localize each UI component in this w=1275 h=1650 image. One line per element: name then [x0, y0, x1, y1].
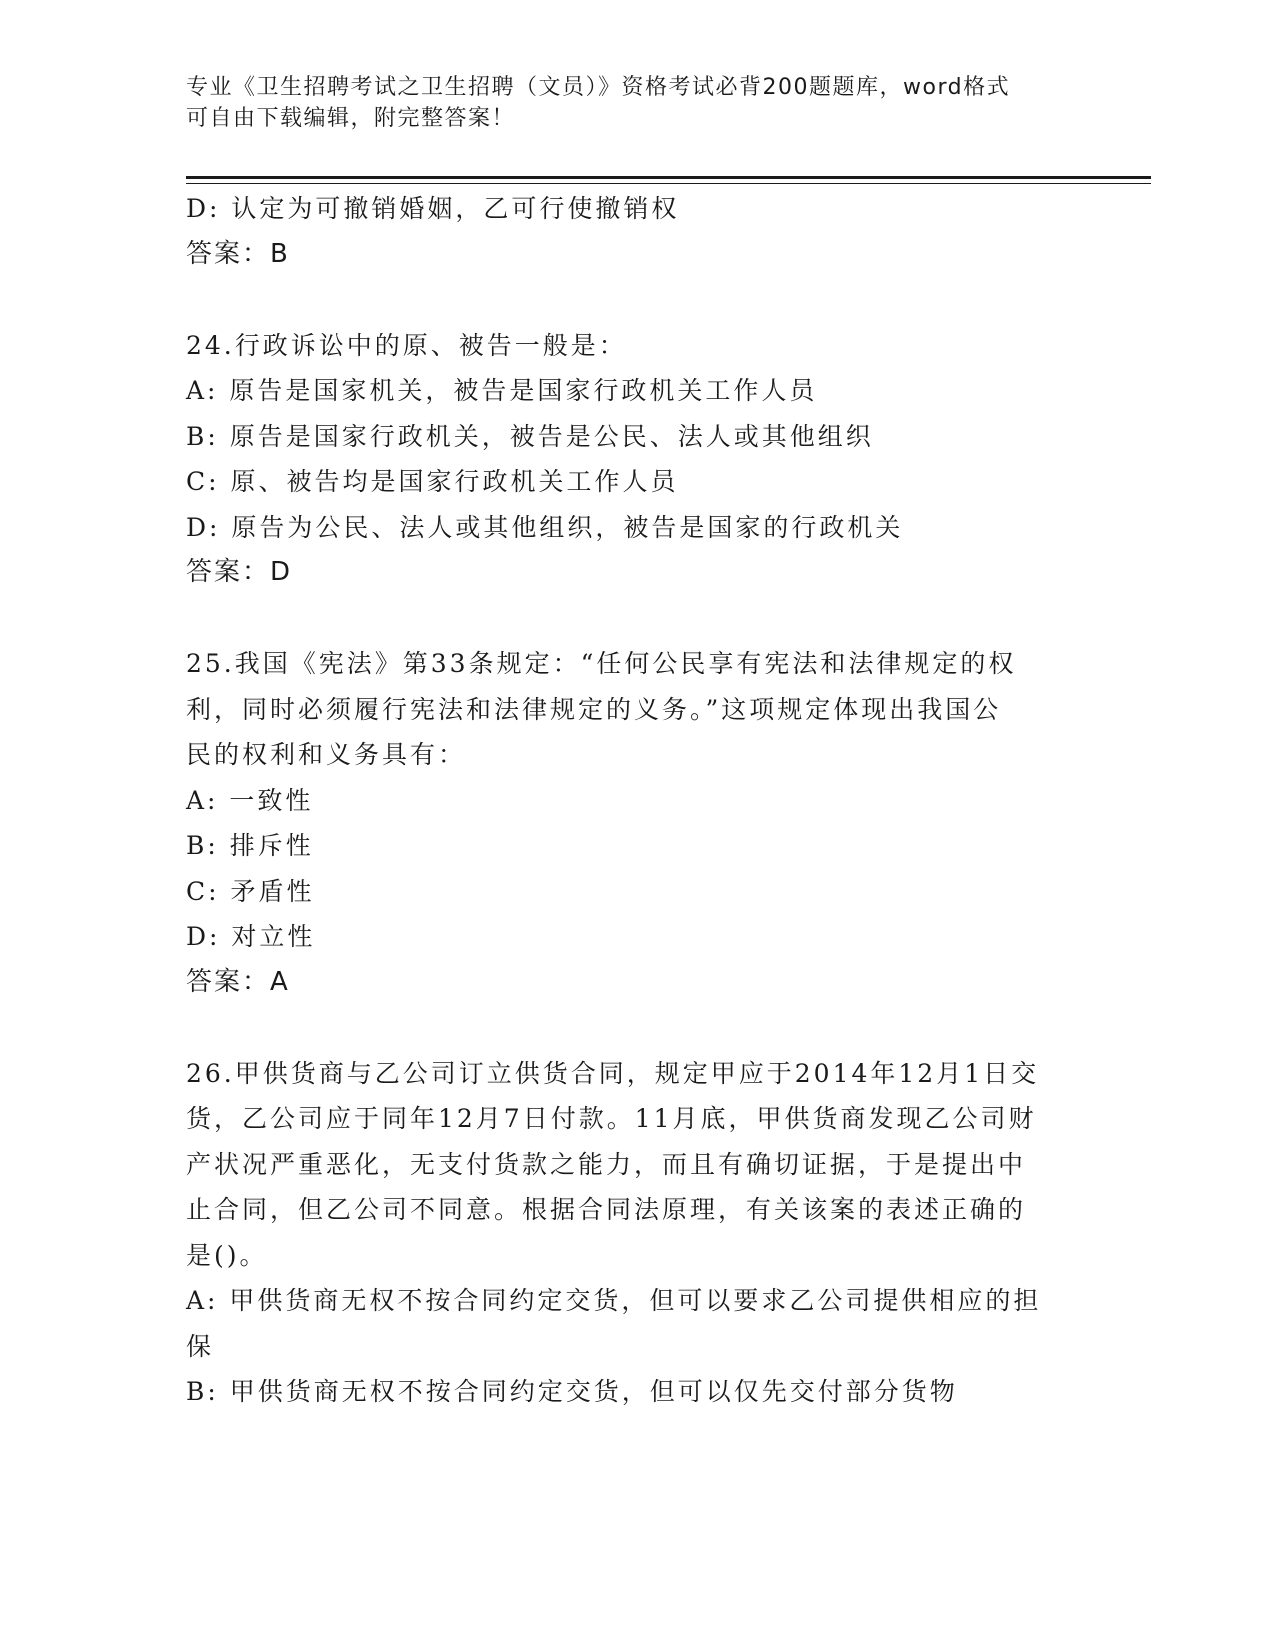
- header-rule-thin: [186, 183, 1151, 184]
- question-24: [186, 323, 1076, 596]
- question-26-stem-line-5: 是()。: [186, 1240, 268, 1270]
- question-24-option-a: A: 原告是国家机关，被告是国家行政机关工作人员: [186, 376, 818, 405]
- question-26-option-b: B: 甲供货商无权不按合同约定交货，但可以仅先交付部分货物: [186, 1377, 958, 1406]
- question-23-tail: [186, 186, 1076, 277]
- question-24-option-d: D: 原告为公民、法人或其他组织，被告是国家的行政机关: [186, 512, 904, 542]
- question-25: [186, 641, 1076, 1005]
- question-25-stem-line-3: 民的权利和义务具有：: [186, 740, 467, 769]
- question-24-answer: 答案：D: [186, 557, 293, 587]
- question-25-stem-line-2: 利，同时必须履行宪法和法律规定的义务。”这项规定体现出我国公: [186, 694, 1002, 724]
- question-26-option-a-line-2: 保: [186, 1331, 215, 1361]
- question-25-option-c: C: 矛盾性: [186, 876, 315, 906]
- question-23-option-d: D: 认定为可撤销婚姻，乙可行使撤销权: [186, 194, 680, 223]
- question-24-stem: 24.行政诉讼中的原、被告一般是：: [186, 330, 627, 360]
- spacer: [186, 1005, 1076, 1051]
- question-24-option-b: B: 原告是国家行政机关，被告是公民、法人或其他组织: [186, 421, 874, 451]
- question-25-option-b: B: 排斥性: [186, 831, 314, 860]
- question-25-stem-line-1: 25.我国《宪法》第33条规定：“任何公民享有宪法和法律规定的权: [186, 649, 1017, 678]
- header-rule-thick: [186, 176, 1151, 179]
- question-24-option-c: C: 原、被告均是国家行政机关工作人员: [186, 467, 679, 496]
- question-26: [186, 1051, 1076, 1415]
- question-23-answer: 答案：B: [186, 238, 290, 269]
- spacer: [186, 277, 1076, 323]
- question-26-option-a-line-1: A: 甲供货商无权不按合同约定交货，但可以要求乙公司提供相应的担: [186, 1286, 1042, 1315]
- question-26-stem-line-4: 止合同，但乙公司不同意。根据合同法原理，有关该案的表述正确的: [186, 1195, 1027, 1224]
- question-26-stem-line-3: 产状况严重恶化，无支付货款之能力，而且有确切证据，于是提出中: [186, 1149, 1027, 1179]
- question-26-stem-line-1: 26.甲供货商与乙公司订立供货合同，规定甲应于2014年12月1日交: [186, 1058, 1040, 1088]
- header-title-line-2: 可自由下载编辑，附完整答案！: [186, 106, 516, 131]
- question-25-option-d: D: 对立性: [186, 922, 316, 951]
- header-title-line-1: 专业《卫生招聘考试之卫生招聘（文员）》资格考试必背200题题库，word格式: [186, 75, 1011, 100]
- question-26-stem-line-2: 货，乙公司应于同年12月7日付款。11月底，甲供货商发现乙公司财: [186, 1104, 1037, 1133]
- spacer: [186, 596, 1076, 642]
- question-25-answer: 答案：A: [186, 966, 290, 997]
- document-body: [186, 186, 1076, 1415]
- page-header: [186, 72, 1066, 134]
- question-25-option-a: A: 一致性: [186, 785, 314, 815]
